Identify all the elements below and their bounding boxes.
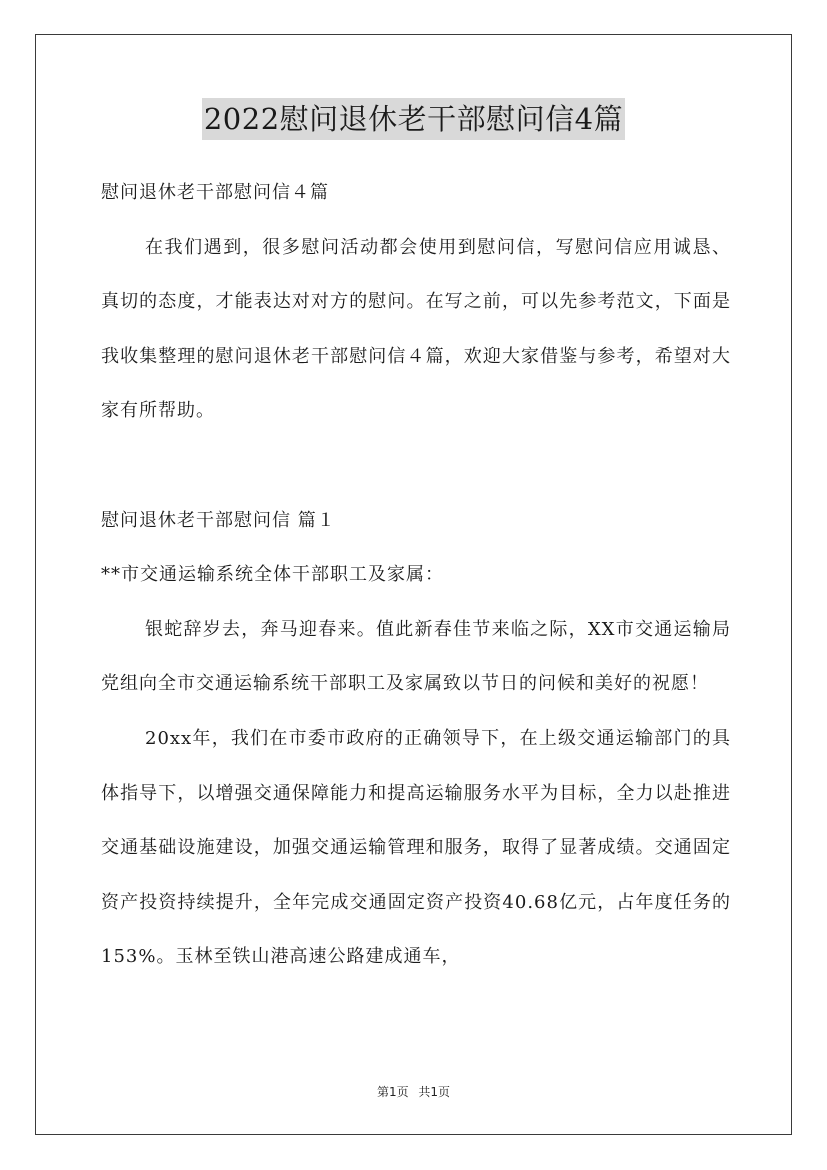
title-container [0, 98, 827, 140]
section-heading: 慰问退休老干部慰问信 篇１ [101, 509, 336, 531]
body-paragraph-2: 20xx年，我们在市委市政府的正确领导下，在上级交通运输部门的具体指导下，以增强交通保障能力和提高运输服务水平为目标，全力以赴推进交通基础设施建设，加强交通运输管理和服务，取得了显著成绩。交通固定资产投资持续提升，全年完成交通固定资产投资40.68亿元，占年度任务的153%。玉林至铁山港高速公路建成通车， [101, 727, 731, 968]
document-body [101, 166, 731, 985]
body-paragraph-1: 银蛇辞岁去，奔马迎春来。值此新春佳节来临之际，XX市交通运输局党组向全市交通运输系统干部职工及家属致以节日的问候和美好的祝愿！ [101, 618, 731, 695]
page-number: 第1页 [376, 1085, 409, 1099]
page-total: 共1页 [418, 1085, 451, 1099]
page-footer [0, 1083, 827, 1100]
spacer [101, 439, 731, 494]
salutation: **市交通运输系统全体干部职工及家属： [101, 564, 444, 586]
document-title: 2022慰问退休老干部慰问信4篇 [202, 98, 625, 140]
intro-paragraph: 在我们遇到，很多慰问活动都会使用到慰问信，写慰问信应用诚恳、真切的态度，才能表达对对方的慰问。在写之前，可以先参考范文，下面是我收集整理的慰问退休老干部慰问信４篇，欢迎大家借鉴与参考，希望对大家有所帮助。 [101, 236, 731, 422]
document-subtitle: 慰问退休老干部慰问信４篇 [101, 182, 329, 203]
